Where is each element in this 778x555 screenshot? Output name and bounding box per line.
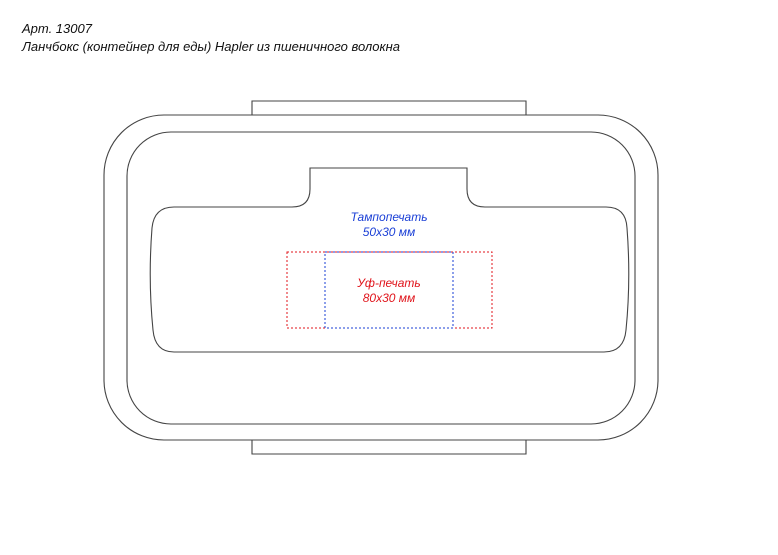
- article-number: Арт. 13007: [22, 21, 92, 36]
- pad-print-title: Тампопечать: [350, 210, 428, 224]
- pad-print-area: [325, 252, 453, 328]
- uv-print-area: [287, 252, 492, 328]
- pad-print-size: 50х30 мм: [362, 225, 416, 239]
- product-title: Ланчбокс (контейнер для еды) Hapler из пшеничного волокна: [22, 39, 400, 54]
- uv-print-title: Уф-печать: [357, 276, 421, 290]
- lid-panel: [150, 168, 629, 352]
- uv-print-size: 80х30 мм: [362, 291, 416, 305]
- bottom-clip: [252, 440, 526, 454]
- top-clip: [252, 101, 526, 115]
